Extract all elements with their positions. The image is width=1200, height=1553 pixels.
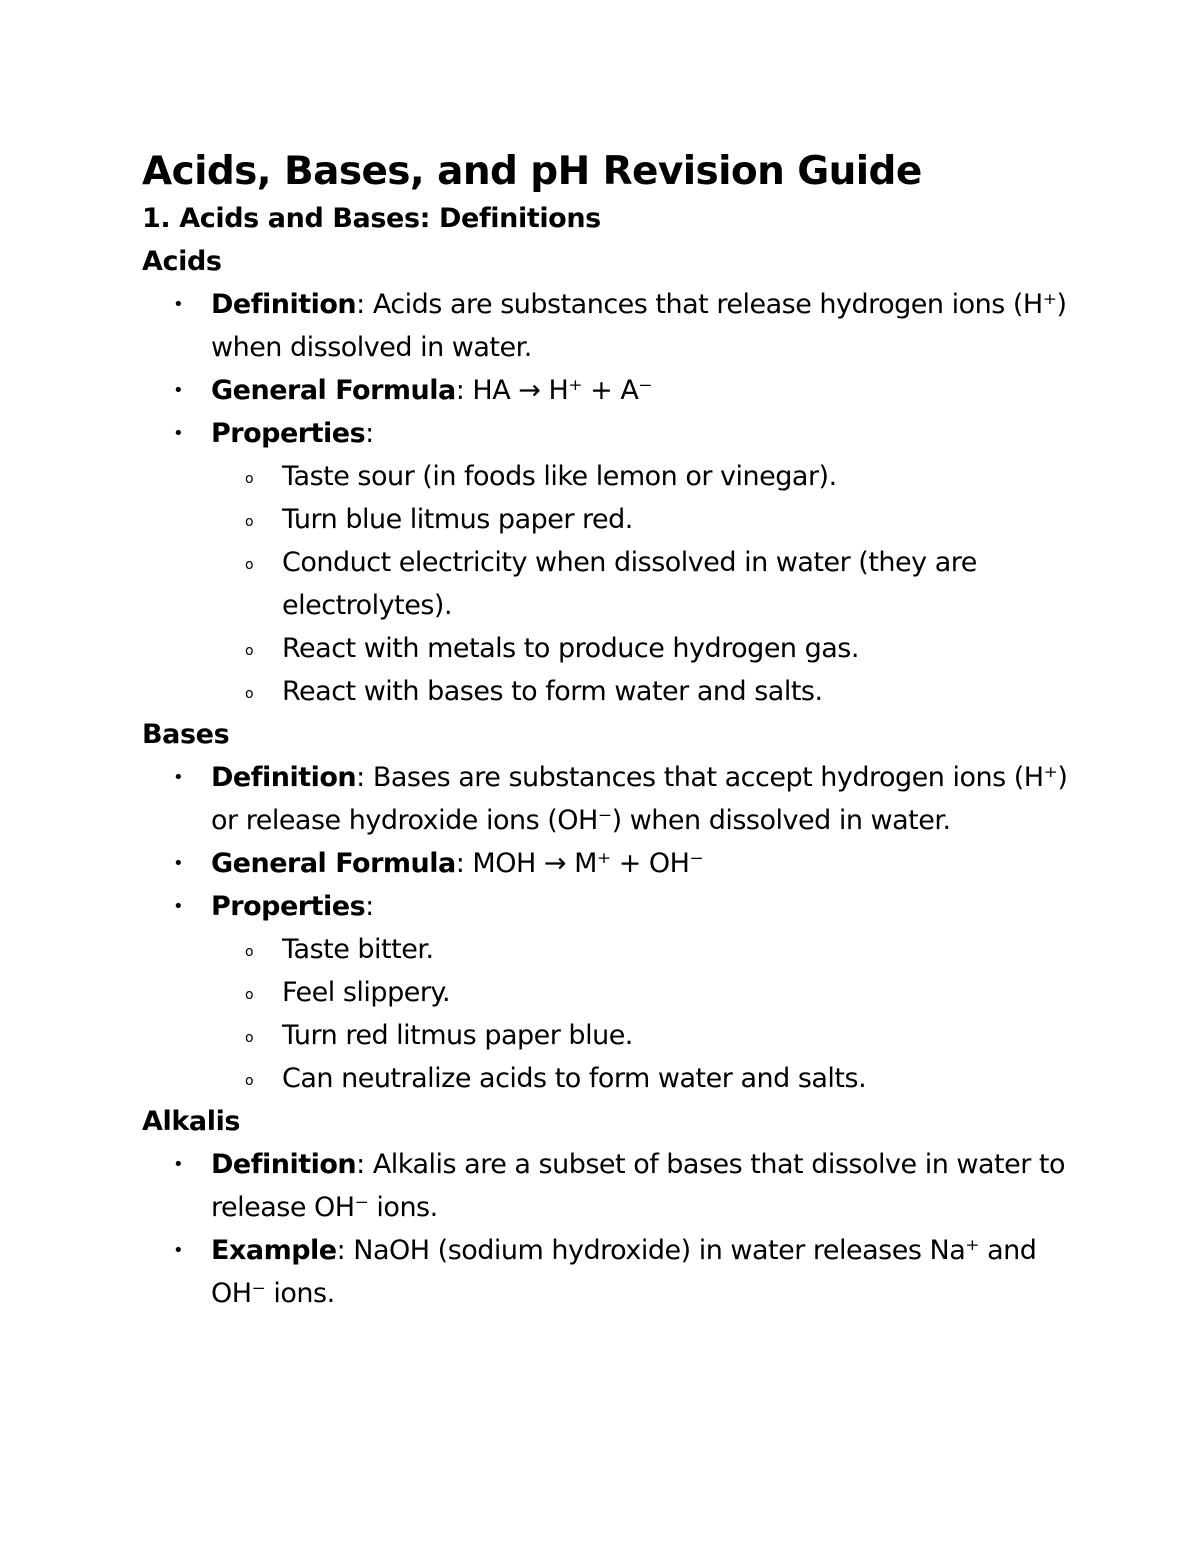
circle-bullet-icon: o <box>245 643 254 659</box>
bases-list <box>142 756 1082 1100</box>
definition-label: Definition <box>211 289 357 320</box>
sublist-item: o Taste sour (in foods like lemon or vinegar). <box>282 455 1082 498</box>
list-item <box>173 1229 1082 1315</box>
properties-label: Properties <box>211 418 366 449</box>
list-item <box>173 756 1082 842</box>
list-item <box>173 842 1082 885</box>
alkalis-list <box>142 1143 1082 1315</box>
sublist-item: o Can neutralize acids to form water and salts. <box>282 1057 1082 1100</box>
definition-text: : Bases are substances that accept hydrogen ions (H⁺) or release hydroxide ions (OH⁻) when dissolved in water. <box>211 762 1068 836</box>
list-item <box>173 412 1082 713</box>
example-label: Example <box>211 1235 337 1266</box>
formula-text: : MOH → M⁺ + OH⁻ <box>455 848 704 879</box>
definition-text: : Alkalis are a subset of bases that dissolve in water to release OH⁻ ions. <box>211 1149 1065 1223</box>
bullet-icon: • <box>173 853 184 874</box>
definition-label: Definition <box>211 762 357 793</box>
sublist-item: o Turn red litmus paper blue. <box>282 1014 1082 1057</box>
bullet-icon: • <box>173 1240 184 1261</box>
circle-bullet-icon: o <box>245 944 254 960</box>
bullet-icon: • <box>173 423 184 444</box>
sublist-item: o Taste bitter. <box>282 928 1082 971</box>
bullet-icon: • <box>173 896 184 917</box>
circle-bullet-icon: o <box>245 1073 254 1089</box>
bullet-icon: • <box>173 380 184 401</box>
example-text: : NaOH (sodium hydroxide) in water releases Na⁺ and OH⁻ ions. <box>211 1235 1037 1309</box>
definition-label: Definition <box>211 1149 357 1180</box>
sublist-item: o React with bases to form water and salts. <box>282 670 1082 713</box>
acids-properties-list <box>211 455 1082 713</box>
subsection-heading-bases: Bases <box>142 719 230 750</box>
circle-bullet-icon: o <box>245 471 254 487</box>
acids-list <box>142 283 1082 713</box>
definition-text: : Acids are substances that release hydrogen ions (H⁺) when dissolved in water. <box>211 289 1067 363</box>
properties-colon: : <box>365 418 374 449</box>
bases-properties-list <box>211 928 1082 1100</box>
list-item <box>173 283 1082 369</box>
circle-bullet-icon: o <box>245 987 254 1003</box>
formula-label: General Formula <box>211 848 456 879</box>
properties-colon: : <box>365 891 374 922</box>
bullet-icon: • <box>173 294 184 315</box>
subsection-heading-alkalis: Alkalis <box>142 1106 241 1137</box>
circle-bullet-icon: o <box>245 514 254 530</box>
document-page <box>142 148 1082 1315</box>
section-heading: 1. Acids and Bases: Definitions <box>142 203 601 234</box>
bullet-icon: • <box>173 1154 184 1175</box>
bullet-icon: • <box>173 767 184 788</box>
sublist-item: o Conduct electricity when dissolved in water (they are electrolytes). <box>282 541 1082 627</box>
sublist-item: o Feel slippery. <box>282 971 1082 1014</box>
formula-text: : HA → H⁺ + A⁻ <box>455 375 653 406</box>
sublist-item: o React with metals to produce hydrogen gas. <box>282 627 1082 670</box>
circle-bullet-icon: o <box>245 1030 254 1046</box>
subsection-heading-acids: Acids <box>142 246 222 277</box>
list-item <box>173 885 1082 1100</box>
circle-bullet-icon: o <box>245 686 254 702</box>
formula-label: General Formula <box>211 375 456 406</box>
list-item <box>173 1143 1082 1229</box>
list-item <box>173 369 1082 412</box>
sublist-item: o Turn blue litmus paper red. <box>282 498 1082 541</box>
circle-bullet-icon: o <box>245 557 254 573</box>
properties-label: Properties <box>211 891 366 922</box>
document-title: Acids, Bases, and pH Revision Guide <box>142 149 922 194</box>
